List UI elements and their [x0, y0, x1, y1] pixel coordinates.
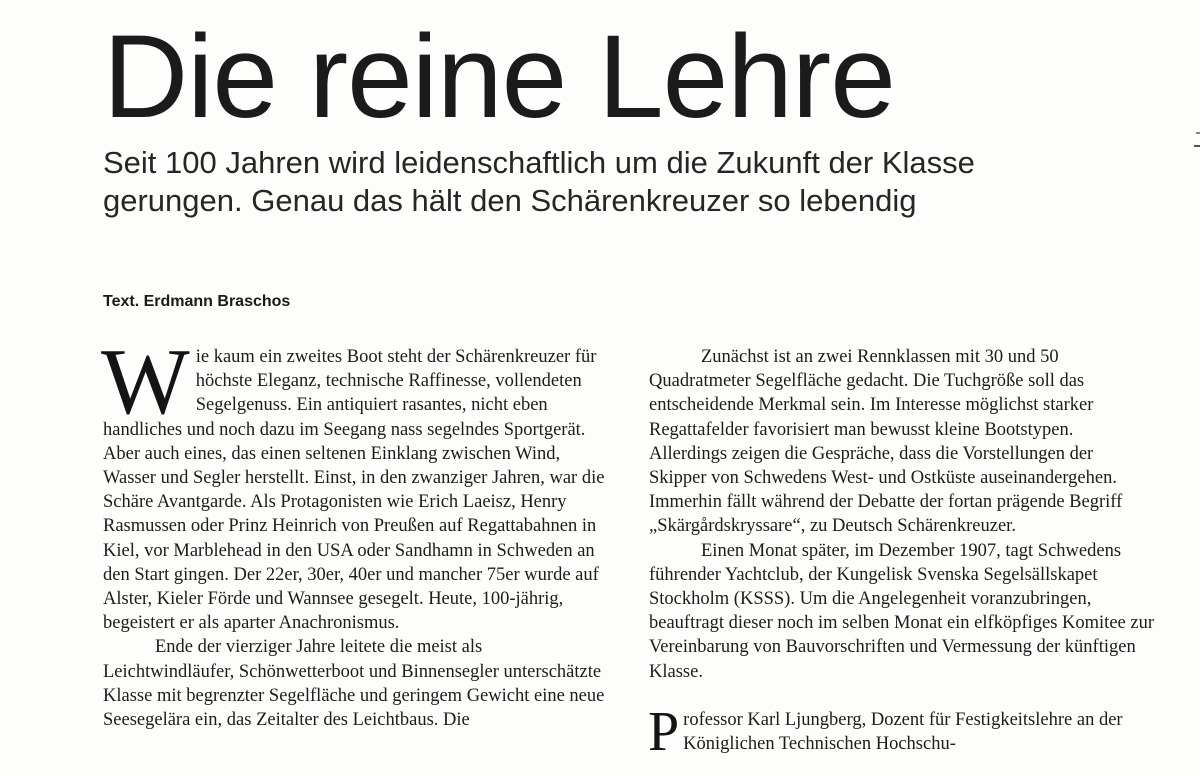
subheadline: Seit 100 Jahren wird leidenschaftlich um die Zukunft der Klasse gerungen. Genau das hält den Schärenkreuzer so lebendig [103, 145, 975, 218]
paragraph: Zunächst ist an zwei Rennklassen mit 30 und 50 Quadratmeter Segelfläche gedacht. Die Tuchgröße soll das entscheidende Merkmal sein. Im Interesse möglichst starker Regattafelder favorisiert man bewusst kleine Bootstypen. Allerdings zeigen die Gespräche, dass die Vorstellungen der Skipper von Schwedens West- und Ostküste auseinandergehen. Immerhin fällt während der Debatte der fortan prägende Begriff „Skärgårdskryssare“, zu Deutsch Schärenkreuzer. [649, 347, 1123, 537]
paragraph [648, 701, 1154, 764]
paragraph: Einen Monat später, im Dezember 1907, tagt Schwedens führender Yachtclub, der Kungelisk Svenska Segelsällskapet Stockholm (KSSS). Um die Angelegenheit voranzubringen, beauftragt dieser noch im selben Monat ein elfköpfiges Komitee zur Vereinbarung von Bauvorschriften und Vermessung der künftigen Klasse. [649, 540, 1154, 682]
headline: Die reine Lehre [103, 11, 895, 143]
page-edge-mark [1196, 132, 1200, 134]
left-column [101, 330, 613, 732]
paragraph-gap [649, 684, 1154, 708]
page-edge-mark [1194, 145, 1200, 147]
drop-cap: W [101, 330, 190, 434]
paragraph-text: rofessor Karl Ljungberg, Dozent für Festigkeitslehre an der Königlichen Technischen Hochschu- [683, 710, 1123, 755]
drop-cap: P [648, 701, 680, 764]
byline: Text. Erdmann Braschos [103, 293, 291, 310]
right-column [648, 345, 1154, 764]
paragraph-text: ie kaum ein zweites Boot steht der Schärenkreuzer für höchste Eleganz, technische Raffinesse, vollendeten Segelgenuss. Ein antiquiert rasantes, nicht eben handliches und noch dazu im Seegang nass segelndes Sportgerät. Aber auch eines, das einen seltenen Einklang zwischen Wind, Wasser und Segler herstellt. Einst, in den zwanziger Jahren, war die Schäre Avantgarde. Als Protagonisten wie Erich Laeisz, Henry Rasmussen oder Prinz Heinrich von Preußen auf Regattabahnen in Kiel, vor Marblehead in den USA oder Sandhamn in Schweden an den Start gingen. Der 22er, 30er, 40er und mancher 75er wurde auf Alster, Kieler Förde und Wannsee gesegelt. Heute, 100-jährig, begeistert er als aparter Anachronismus. [103, 347, 605, 634]
paragraph [101, 330, 613, 635]
paragraph: Ende der vierziger Jahre leitete die meist als Leichtwindläufer, Schönwetterboot und Binnensegler unterschätzte Klasse mit begrenzter Segelfläche und geringem Gewicht eine neue Seesegelära ein, das Zeitalter des Leichtbaus. Die [103, 637, 605, 731]
